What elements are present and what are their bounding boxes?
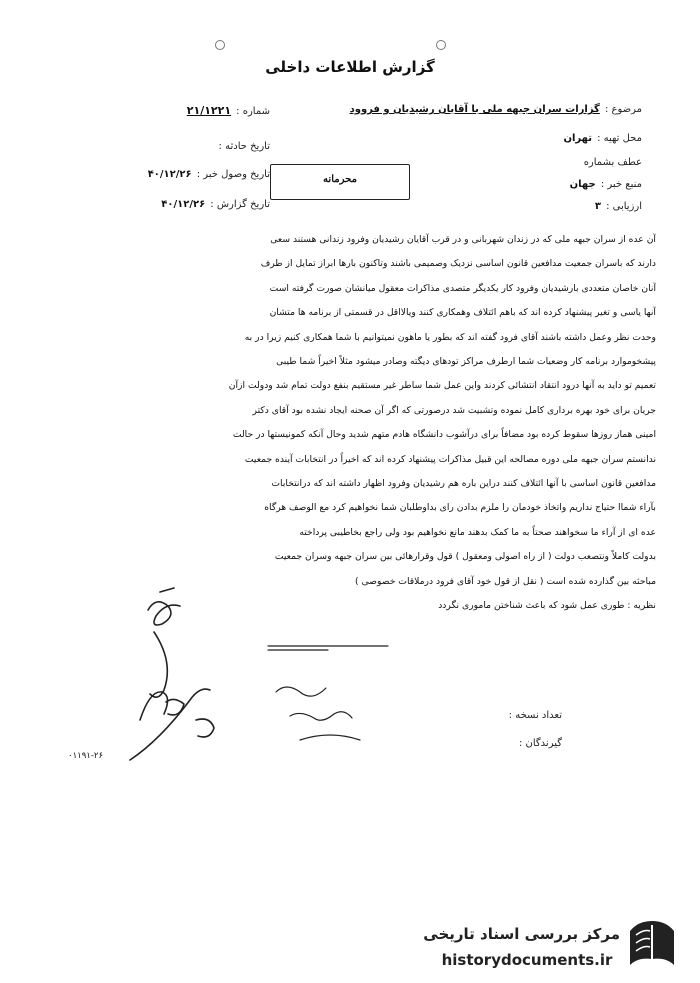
attention-label: عطف بشماره — [583, 157, 642, 168]
evaluation-label: ارزیابی : — [606, 201, 642, 212]
document-title: گزارش اطلاعات داخلی — [265, 58, 435, 76]
recipients-label: گیرندگان : — [518, 738, 562, 749]
watermark-org-name: مرکز بررسی اسناد تاریخی — [423, 925, 620, 943]
confidential-stamp — [270, 164, 410, 200]
place-row — [382, 126, 642, 145]
body-line: نظریه : طوری عمل شود که باعث شناختن ماموری نگردد — [438, 600, 656, 612]
body-line: وحدت نظر وعمل داشته باشند آقای فرود گفته اند که بطور یا ماهون نمیتوانیم با شما همکاری کنیم زیرا در به — [244, 331, 656, 343]
number-row — [70, 99, 270, 118]
punch-hole-right — [436, 40, 446, 50]
body-line: جریان برای خود بهره برداری کامل نموده وتشبیت شد درصورتی که اگر آن صحنه ایجاد نشده بود آقای دکتر — [252, 404, 656, 416]
attention-row — [442, 150, 642, 169]
report-date-value: ۴۰/۱۲/۲۶ — [161, 199, 206, 210]
body-line: عده ای از آراء ما سخواهند صحتاً به ما کمک بدهند مانع نخواهیم بود ولی راجع بخاطیبی پرداخته — [299, 526, 656, 538]
event-date-row — [70, 134, 270, 153]
watermark-url[interactable]: historydocuments.ir — [441, 951, 613, 969]
report-date-label: تاریخ گزارش : — [210, 199, 270, 210]
body-line: ندانستم سران جبهه ملی دوره مصالحه این قبیل مذاکرات پیشنهاد کرده اند که اخیراً در انتخابات آینده جمعیت — [244, 453, 656, 465]
report-date-row — [70, 192, 270, 211]
evaluation-value: ۳ — [594, 201, 601, 212]
copies-label: تعداد نسخه : — [508, 710, 562, 721]
body-line: بدولت کاملاً ونتصعب دولت ( از راه اصولی ومعقول ) قول وقرارهائی بین سران جبهه وسران جمعیت — [274, 551, 656, 563]
body-line: آن عده از سران جبهه ملی که در زندان شهربانی و در قرب آقایان رشیدیان وفرود زندانی هستند سعی — [270, 234, 656, 245]
subject-value: گزارات سران جبهه ملی با آقایان رشیدیان و فروود — [349, 104, 600, 115]
receipt-date-row — [70, 162, 270, 181]
report-body — [48, 228, 656, 619]
body-line: بآراء شماا حتیاج نداریم واتخاذ خودمان را ملزم بدادن رای بداوطلبان شما نخواهیم کرد مع الوصف هرگاه — [264, 502, 656, 514]
body-line: پیشخوموارد برنامه کار وضعیات شما ارطرف مراکز تودهای دیگته وصادر میشود مثلاً اخیراً شما طیبی — [276, 356, 656, 368]
number-label: شماره : — [236, 106, 270, 117]
source-label: منبع خبر : — [600, 179, 642, 190]
document-code: ۰۱۱۹۱-۲۶ — [68, 751, 104, 761]
place-value: تهران — [563, 133, 593, 144]
punch-hole-left — [215, 40, 225, 50]
body-line: آنها یاسی و تغیر پیشنهاد کرده اند که باهم ائتلاف وهمکاری کنند ویالااقل در قسمتی از برنامه ها متشان — [269, 307, 656, 319]
number-value: ۲۱/۱۲۲۱ — [186, 104, 232, 117]
book-logo-icon — [624, 915, 680, 973]
body-line: تعمیم تو داید به آنها درود انتقاد انتشائی کردند واین عمل شما ساطر غیر مستقیم بنفع دولت تمام شد ودولت ازآن — [228, 380, 656, 392]
event-date-label: تاریخ حادثه : — [218, 141, 270, 152]
receipt-date-label: تاریخ وصول خبر : — [196, 169, 270, 180]
subject-row — [262, 97, 642, 116]
body-line: آنان خاصان متعددی بارشیدیان وفرود کار یکدیگر متصدی مذاکرات معقول میانشان صورت گرفته است — [269, 282, 656, 294]
evaluation-row — [442, 194, 642, 213]
body-line: مباحثه بین گذارده شده است ( نقل از قول خود آقای فرود درملاقات خصوصی ) — [355, 575, 656, 587]
body-line: امینی هماز روزها سقوط کرده بود مضافاً برای درآشوب دانشگاه هادم متهم شدید وحال آنکه کمونیستها در حالت — [232, 429, 656, 441]
stamp-text: محرمانه — [323, 174, 357, 185]
source-value: جهان — [569, 179, 596, 190]
source-row — [442, 172, 642, 191]
subject-label: مرضوع : — [604, 104, 642, 115]
receipt-date-value: ۴۰/۱۲/۲۶ — [147, 169, 192, 180]
body-line: دارند که باسران جمعیت مدافعین قانون اساسی نزدیک وصمیمی باشند وتاکنون بارها ابراز تمایل از طرف — [260, 258, 656, 270]
place-label: محل تهیه : — [597, 133, 642, 144]
body-line: مدافعین قانون اساسی با آنها ائتلاف کنند دراین باره هم رشیدیان وفرود اظهار داشته اند که درانتخابات — [271, 478, 656, 490]
